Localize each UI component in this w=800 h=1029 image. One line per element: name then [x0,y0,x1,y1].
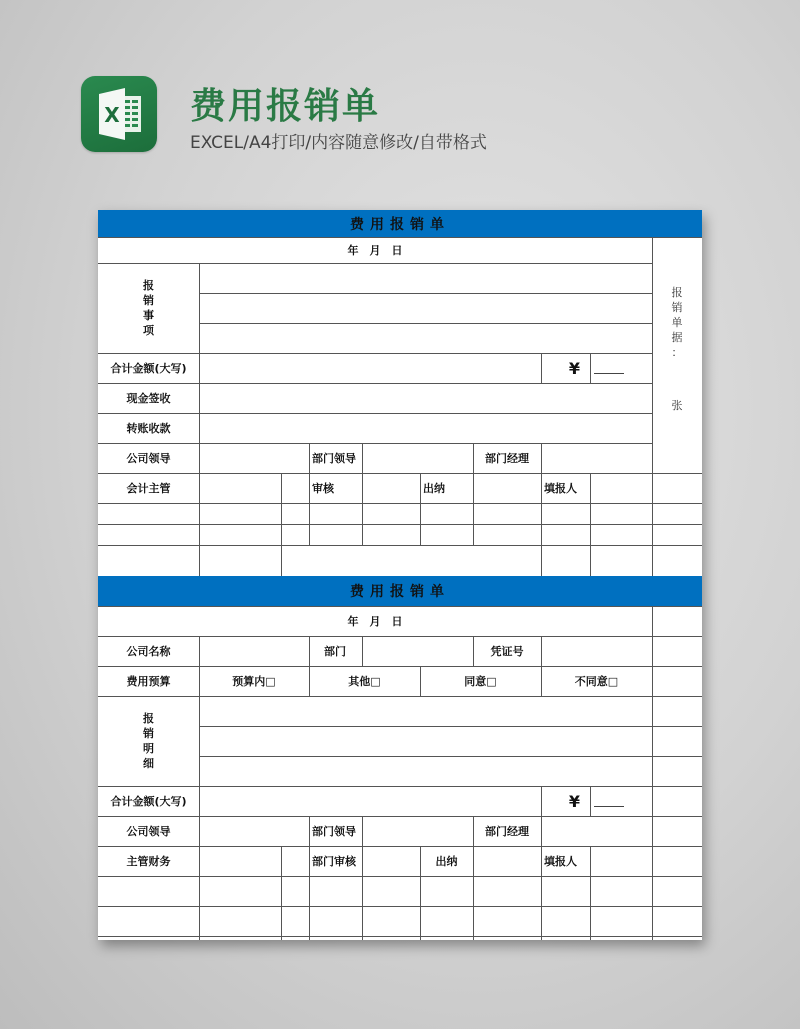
form2-dept-leader-field[interactable] [362,816,473,846]
form1-cashier-label: 出纳 [423,482,445,495]
form1-receipts-label [652,285,702,435]
form2-dept-manager-field[interactable] [541,816,652,846]
form2-company-leader-field[interactable] [199,816,309,846]
form1-title: 费用报销单 [98,210,702,237]
form2-finance-head-label: 主管财务 [126,855,171,868]
form2-amount-field[interactable] [590,786,652,816]
label-char: ： [671,346,683,359]
page-subtitle: EXCEL/A4打印/内容随意修改/自带格式 [190,133,487,153]
form2-cashier-label: 出纳 [435,855,458,868]
label-char: 明 [143,742,154,755]
label-char: 销 [671,301,683,314]
label-char: 销 [143,727,154,740]
form1-dept-leader-field[interactable] [362,443,473,473]
form1-dept-manager-field[interactable] [541,443,652,473]
label-char: 销 [143,294,154,307]
form1-dept-manager-label: 部门经理 [485,452,529,465]
label-char: 报 [143,712,154,725]
form2-filler-label: 填报人 [544,855,577,868]
form2-title: 费用报销单 [98,576,702,606]
form1-transfer-field[interactable] [199,413,652,443]
form2-company-name-field[interactable] [199,636,309,666]
form2-voucher-label: 凭证号 [490,645,524,658]
form1-item-2[interactable] [199,293,652,323]
label-char: 报 [671,286,683,299]
excel-icon [81,76,157,152]
form2-date: 年 月 日 [347,615,403,628]
form1-date: 年 月 日 [347,244,403,257]
form2-item-1[interactable] [199,696,652,726]
label-char: 报 [143,279,154,292]
form2-budget-label: 费用预算 [126,675,171,688]
form1-amount-field[interactable] [590,353,652,383]
form2-voucher-field[interactable] [541,636,652,666]
form1-transfer-label: 转账收款 [126,422,171,435]
form1-cash-label: 现金签收 [126,392,171,405]
form2-opt-agree[interactable]: 同意□ [464,675,497,688]
form2-opt-disagree[interactable]: 不同意□ [574,675,619,688]
form2-opt-other[interactable]: 其他□ [348,675,381,688]
form2-opt-within[interactable]: 预算内□ [232,675,276,688]
form1-section-label [98,263,199,353]
form2-dept-manager-label: 部门经理 [485,825,529,838]
label-char: 事 [143,309,154,322]
form1-cash-field[interactable] [199,383,652,413]
form2-department-field[interactable] [362,636,473,666]
label-char: 据 [671,331,683,344]
form1-accounting-head-label: 会计主管 [126,482,171,495]
form2-yen: ¥ [568,791,580,811]
form2-section-label [98,696,199,786]
form1-yen: ¥ [568,358,580,378]
form2-dept-leader-label: 部门领导 [312,825,356,838]
form2-company-leader-label: 公司领导 [126,825,171,838]
form1-company-leader-field[interactable] [199,443,309,473]
form2-item-2[interactable] [199,726,652,756]
label-char: 项 [143,324,154,337]
expense-sheet [98,210,702,940]
form1-filler-label: 填报人 [544,482,577,495]
form2-department-label: 部门 [324,645,346,658]
form2-total-field[interactable] [199,786,541,816]
page-title: 费用报销单 [190,86,381,127]
form2-dept-audit-label: 部门审核 [312,855,356,868]
form1-item-3[interactable] [199,323,652,353]
form1-audit-label: 审核 [312,482,334,495]
receipts-unit: 张 [671,399,683,412]
form1-total-field[interactable] [199,353,541,383]
form1-total-label: 合计金额(大写) [110,362,187,375]
label-char: 细 [143,757,154,770]
label-char: 单 [671,316,683,329]
form1-dept-leader-label: 部门领导 [312,452,356,465]
svg-text:X: X [104,103,120,127]
form1-company-leader-label: 公司领导 [126,452,171,465]
form2-company-name-label: 公司名称 [126,645,171,658]
form2-total-label: 合计金额(大写) [110,795,187,808]
form2-item-3[interactable] [199,756,652,786]
form1-item-1[interactable] [199,263,652,293]
